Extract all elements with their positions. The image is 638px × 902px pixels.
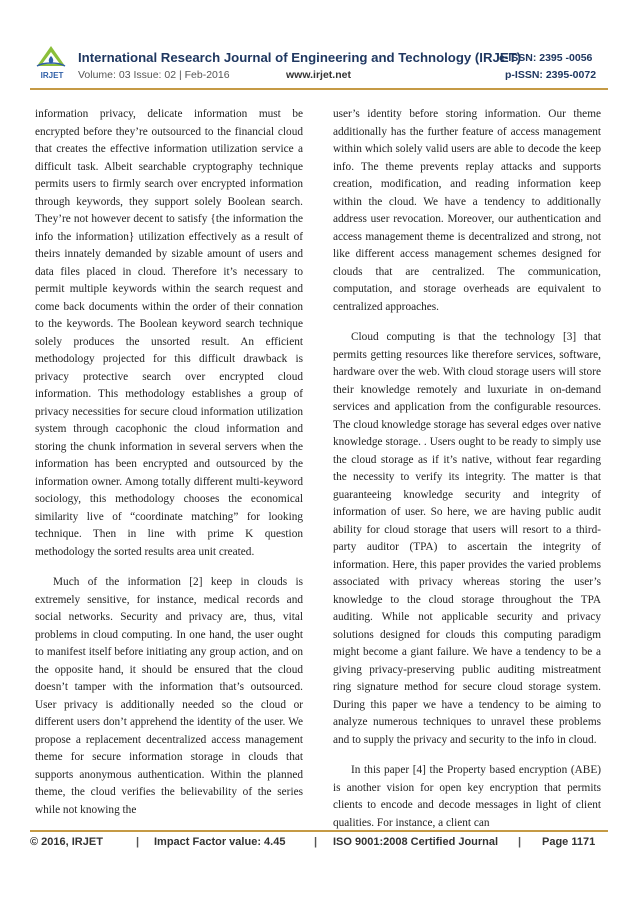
- footer-separator: |: [518, 836, 522, 848]
- p-issn: p-ISSN: 2395-0072: [505, 69, 597, 81]
- paragraph: In this paper [4] the Property based encryption (ABE) is another vision for open key encryption that permits clients to encode and decode messages in light of client qualities. For instance, a client can: [333, 764, 601, 829]
- left-column: [35, 106, 303, 832]
- volume-issue: Volume: 03 Issue: 02 | Feb-2016: [78, 69, 230, 81]
- footer-separator: |: [136, 836, 140, 848]
- header-divider: [30, 88, 608, 90]
- logo-text: IRJET: [40, 71, 64, 80]
- page-header: [0, 0, 638, 92]
- paragraph: user’s identity before storing information. Our theme additionally has the further feature of access management within which solely valid users are able to decode the keep info. The theme prevents replay attacks and supports creation, modification, and reading information keep within the cloud. We have a tendency to additionally address user revocation. Moreover, our authentication and access management theme is decentralized and strong, not like different access management schemes designed for clouds that are centralized. The communication, computation, and storage overheads are equivalent to centralized approaches.: [333, 108, 601, 313]
- paragraph: Much of the information [2] keep in clouds is extremely sensitive, for instance, medical records and social networks. Security and privacy are, thus, vital problems in cloud computing. In one hand, the user ought to manifest itself before initiating any group action, and on the opposite hand, it should be ensured that the cloud doesn’t tamper with the information that’s outsourced. User privacy is additionally needed so the cloud or different users don’t apprehend the identity of the user. We propose a replacement decentralized access management theme for secure information storage in clouds that supports anonymous authentication. Within the planned theme, the cloud verifies the believability of the series while not knowing the: [35, 576, 303, 816]
- footer-impact-factor: Impact Factor value: 4.45: [154, 836, 286, 848]
- footer-page-number: Page 1171: [542, 836, 596, 848]
- footer-copyright: © 2016, IRJET: [30, 836, 103, 848]
- website-link[interactable]: www.irjet.net: [286, 69, 351, 81]
- paragraph: Cloud computing is that the technology [3] that permits getting resources like therefore services, software, hardware over the web. With cloud storage users will store their knowledge remotely and luxuriate in on-demand services and application from the configurable resources. The cloud knowledge storage has several edges over native knowledge storage. . Users ought to be ready to simply use the cloud storage as if it’s native, without fear regarding the necessity to verify its integrity. The matter is that guaranteeing knowledge security and integrity of information of user. So here, we are having public audit ability for cloud storage that users will resort to a third-party auditor (TPA) to ascertain the integrity of information. Here, this paper provides the varied problems associated with privacy whereas storing the user’s knowledge to the cloud storage throughout the TPA auditing. While not applicable security and privacy solutions designed for clouds this computing paradigm might become a giant failure. We have a tendency to be a giving privacy-preserving public auditing mistreatment ring signature method for secure cloud storage system. During this paper we have a tendency to be aiming to analyze numerous techniques to unravel these problems and to supply the privacy and security to the info in cloud.: [333, 331, 601, 746]
- footer-separator: |: [314, 836, 318, 848]
- footer-divider: [30, 830, 608, 832]
- footer-iso: ISO 9001:2008 Certified Journal: [333, 836, 499, 848]
- right-column: [333, 106, 601, 845]
- paragraph: information privacy, delicate information must be encrypted before they’re outsourced to the financial cloud that creates the effective information utilization service a difficult task. Albeit searchable cryptography technique permits users to firmly search over encrypted information through keywords, they support solely Boolean search. They’re not however decent to satisfy {the information the info the information} utilization effectively as a result of theirs innately demanded by sizable amount of users and data files placed in cloud. Therefore it’s necessary to permit multiple keywords within the search request and come back documents within the order of their connation to the keywords. The Boolean keyword search technique solely produces the unsorted result. An efficient methodology projected for this difficult drawback is privacy protective search over encrypted cloud information. This methodology establishes a group of privacy necessities for secure cloud information utilization system through cacophonic the cloud information and storing the chunk information in several servers when the information has been encrypted and outsourced by the information owner. Among totally different multi-keyword sociology, this methodology chooses the economical similarity live of “coordinate matching” for looking technique. Then in line with prime K question methodology the sorted results area unit created.: [35, 108, 303, 558]
- journal-title: International Research Journal of Engineering and Technology (IRJET): [78, 50, 522, 65]
- e-issn: e-ISSN: 2395 -0056: [499, 52, 593, 64]
